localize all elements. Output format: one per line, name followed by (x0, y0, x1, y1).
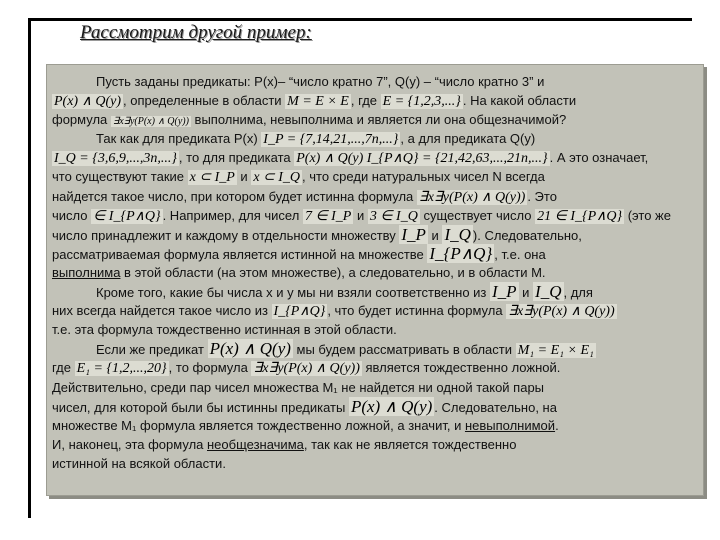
slide-title: Рассмотрим другой пример: (80, 22, 312, 43)
formula: P(x) ∧ Q(y) (350, 396, 433, 416)
formula: P(x) ∧ Q(y) (209, 339, 291, 359)
formula: ∃x∃y(P(x) ∧ Q(y)) (112, 116, 189, 128)
formula: ∃x∃y(P(x) ∧ Q(y)) (508, 304, 615, 320)
text-line (52, 416, 702, 435)
text-run: , а для предиката Q(y) (400, 131, 536, 147)
text-run: , то для предиката (178, 150, 295, 166)
text-run: , то формула (168, 360, 252, 376)
text-run: существует число (419, 207, 536, 223)
text-run: , для (563, 285, 593, 301)
text-line (52, 454, 702, 473)
formula: I_Q (535, 282, 562, 302)
formula: E₁ = {1,2,...,20} (76, 361, 167, 377)
formula: x ⊂ I_Q (253, 170, 301, 186)
formula: ∈ I_{P∧Q} (93, 208, 161, 224)
underlined-term: невыполнимой (464, 417, 556, 433)
text-run: . На какой области (462, 93, 577, 109)
text-line (52, 378, 702, 397)
formula: M₁ = E₁ × E₁ (517, 343, 594, 359)
formula: I_P (492, 282, 517, 302)
formula: I_Q = {3,6,9,...,3n,...} (54, 151, 177, 167)
underlined-term: выполнима (52, 264, 121, 280)
formula: ∃x∃y(P(x) ∧ Q(y)) (418, 189, 526, 205)
slide-body (52, 72, 702, 473)
text-line (52, 148, 702, 167)
text-line (52, 129, 702, 148)
text-run: И, наконец, эта формула (52, 436, 207, 452)
text-run: число (52, 207, 92, 223)
text-line (52, 339, 702, 358)
text-run: (это же (624, 207, 671, 223)
text-run: Пусть заданы предикаты: P(x)– “число кратно 7”, Q(y) – “число кратно 3” и (96, 74, 545, 89)
text-run: , где (350, 93, 381, 109)
text-run: , что среди натуральных чисел N всегда (302, 169, 545, 185)
text-run: ). Следовательно, (472, 227, 582, 243)
text-run: т.е. эта формула тождественно истинная в этой области. (52, 322, 397, 338)
formula: I_{P∧Q} (273, 304, 326, 320)
formula: E = {1,2,3,...} (382, 94, 461, 110)
text-run: них всегда найдется такое число из (52, 303, 272, 319)
text-line (52, 91, 702, 110)
text-run: Кроме того, какие бы числа x и y мы ни взяли соответственно из (96, 285, 490, 301)
text-run: и (427, 227, 443, 243)
text-run: формула (52, 112, 111, 128)
text-line (52, 225, 702, 244)
text-run: что существуют такие (52, 169, 188, 185)
text-run: выполнима, невыполнима и является ли она общезначимой? (190, 112, 567, 128)
text-run: . Это (527, 188, 557, 204)
text-run: мы будем рассматривать в области (292, 342, 516, 358)
text-run: . Например, для чисел (162, 207, 303, 223)
formula: I_P (401, 224, 426, 244)
text-run: чисел, для которой были бы истинны предикаты (52, 399, 349, 415)
frame-left-line (28, 18, 31, 518)
text-line (52, 435, 702, 454)
formula: P(x) ∧ Q(y) (54, 94, 121, 110)
formula: 7 ∈ I_P (304, 208, 352, 224)
text-line (52, 282, 702, 301)
formula: P(x) ∧ Q(y) I_{P∧Q} = {21,42,63,...,21n,...} (296, 151, 548, 167)
text-line (52, 206, 702, 225)
text-run: Так как для предиката P(x) (96, 131, 262, 147)
text-run: где (52, 360, 75, 376)
underlined-term: необщезначима (207, 436, 304, 452)
text-line (52, 167, 702, 186)
text-run: рассматриваемая формула является истинной на множестве (52, 246, 428, 262)
formula: I_{P∧Q} (429, 243, 493, 263)
formula: M = E × E (287, 94, 349, 110)
formula: I_Q (444, 224, 471, 244)
text-run: и (236, 169, 252, 185)
text-run: и (518, 285, 534, 301)
frame-top-line (28, 18, 692, 21)
text-line (52, 187, 702, 206)
text-line (52, 263, 702, 282)
text-run: число принадлежит и каждому в отдельности множеству (52, 227, 400, 243)
text-run: в этой области (на этом множестве), а следовательно, и в области M. (120, 264, 546, 280)
text-run: является тождественно ложной. (361, 360, 561, 376)
text-run: найдется такое число, при котором будет истинна формула (52, 188, 417, 204)
text-run: Если же предикат (96, 342, 208, 358)
text-line (52, 301, 702, 320)
text-run: и (353, 207, 368, 223)
text-run: , определенные в области (123, 93, 286, 109)
formula: 21 ∈ I_{P∧Q} (537, 208, 623, 224)
formula: 3 ∈ I_Q (369, 208, 418, 224)
text-run: . Следовательно, на (434, 399, 557, 415)
text-run: . (555, 417, 559, 433)
text-line (52, 358, 702, 377)
text-run: , так как не является тождественно (303, 436, 517, 452)
text-line (52, 244, 702, 263)
formula: I_P = {7,14,21,...,7n,...} (263, 132, 399, 148)
text-line (52, 110, 702, 129)
formula: x ⊂ I_P (189, 170, 235, 186)
text-run: Действительно, среди пар чисел множества M₁ не найдется ни одной такой пары (52, 379, 545, 395)
text-run: множестве M₁ формула является тождественно ложной, а значит, и (52, 417, 465, 433)
formula: ∃x∃y(P(x) ∧ Q(y)) (253, 361, 360, 377)
text-run: . А это означает, (549, 150, 649, 166)
text-run: истинной на всякой области. (52, 455, 226, 471)
text-line (52, 320, 702, 339)
text-run: , что будет истинна формула (327, 303, 507, 319)
text-line (52, 72, 702, 91)
text-run: , т.е. она (494, 246, 546, 262)
text-line (52, 397, 702, 416)
